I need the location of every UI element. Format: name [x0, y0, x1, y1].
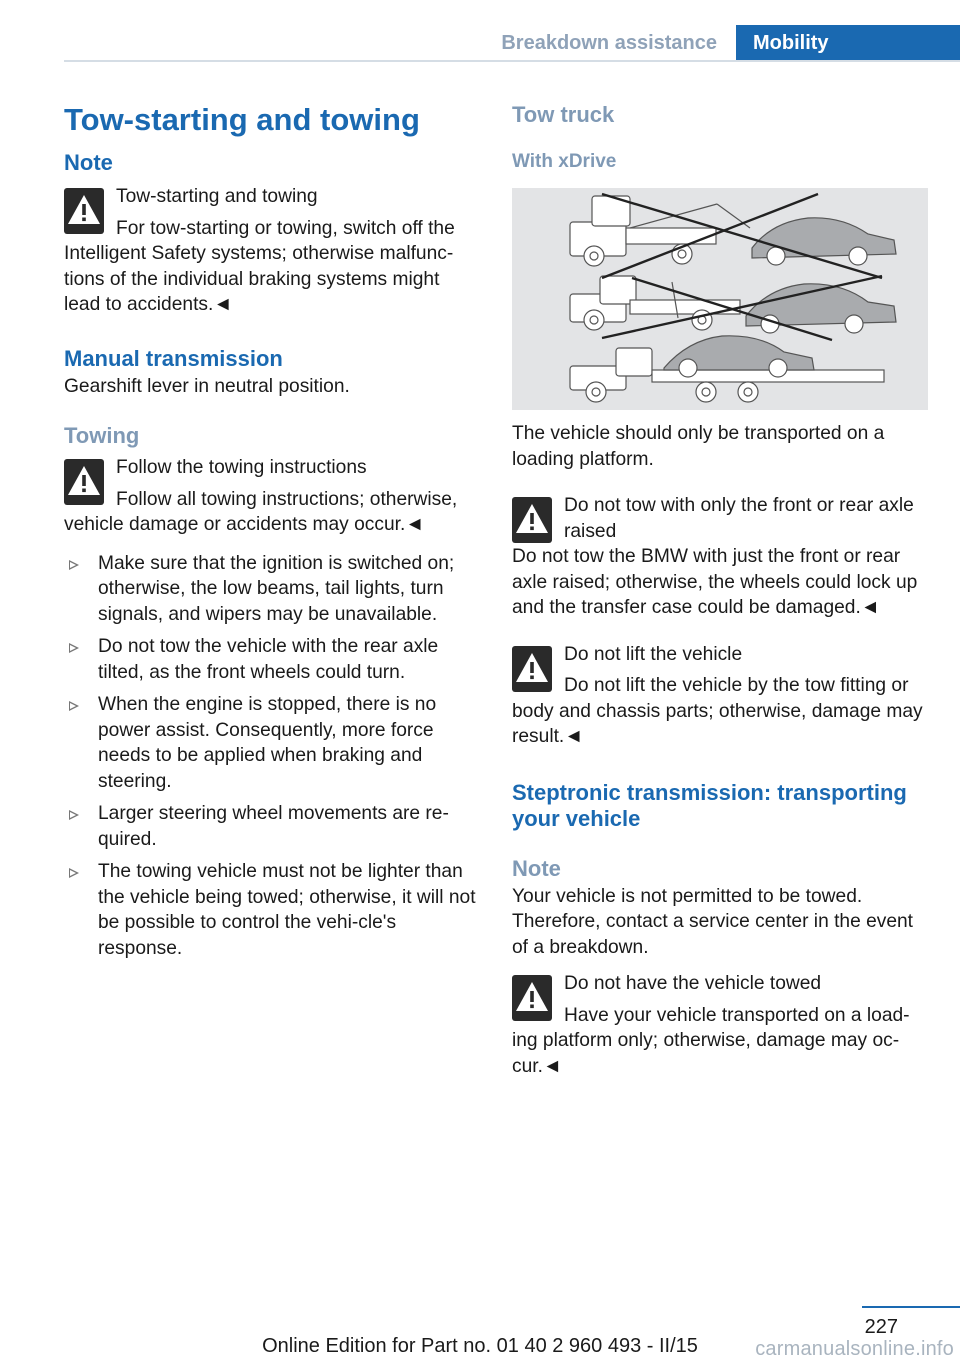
- edition-line: Online Edition for Part no. 01 40 2 960 493 - II/15: [262, 1335, 698, 1357]
- watermark: carmanualsonline.info: [755, 1338, 954, 1360]
- list-item: When the engine is stopped, there is no power assist. Consequently, more force needs to be applied when braking and steering.: [64, 692, 480, 794]
- warning-towed: [512, 971, 928, 1079]
- warning-body: Do not lift the vehicle by the tow fitting or body and chassis parts; otherwise, damage may result.◄: [512, 675, 923, 747]
- warning-icon: [512, 646, 552, 692]
- warning-icon: [512, 975, 552, 1021]
- page-title: Tow-starting and towing: [64, 102, 420, 137]
- towing-list: [64, 551, 480, 962]
- tow-truck-heading: Tow truck: [512, 102, 615, 127]
- warning-title: Do not lift the vehicle: [564, 643, 743, 665]
- warning-title: Do not have the vehicle towed: [564, 973, 822, 994]
- warning-body: Have your vehicle transported on a load‐ing platform only; otherwise, damage may oc‐cur.◄: [512, 1004, 910, 1077]
- list-item: Do not tow the vehicle with the rear axle tilted, as the front wheels could turn.: [64, 634, 480, 685]
- warning-icon: [64, 459, 104, 505]
- warning-axle: [512, 493, 928, 621]
- warning-lift: [512, 642, 928, 750]
- xdrive-heading: With xDrive: [512, 151, 617, 172]
- warning-towing: [64, 455, 480, 538]
- warning-title: Do not tow with only the front or rear axle raised: [564, 495, 914, 542]
- list-item: Make sure that the ignition is switched on; otherwise, the low beams, tail lights, turn signals, and wipers may be unavailable.: [64, 551, 480, 628]
- warning-title: Tow-starting and towing: [116, 186, 318, 207]
- left-column: [64, 98, 480, 961]
- warning-body: For tow-starting or towing, switch off the Intelligent Safety systems; otherwise malfunc‐tions of the individual braking systems might lead to accidents.◄: [64, 217, 455, 315]
- manual-transmission-text: Gearshift lever in neutral position.: [64, 375, 350, 397]
- tow-truck-illustration: [512, 188, 928, 410]
- steptronic-heading: Steptronic transmission: transporting your vehicle: [512, 779, 907, 831]
- footer-rule: [862, 1306, 960, 1308]
- manual-transmission-heading: Manual transmission: [64, 345, 283, 371]
- tow-truck-drawing: [512, 188, 928, 410]
- header-tab-chapter: Mobility: [736, 25, 960, 62]
- warning-body: Follow all towing instructions; otherwise, vehicle damage or accidents may occur.◄: [64, 488, 458, 535]
- list-item: The towing vehicle must not be lighter than the vehicle being towed; otherwise, it will not be possible to control the vehi‐cle's response.: [64, 859, 480, 961]
- header-tab-section: Breakdown assistance: [501, 32, 717, 54]
- note-text: Your vehicle is not permitted to be towed. Therefore, contact a service center in the event of a breakdown.: [512, 885, 914, 958]
- towing-heading: Towing: [64, 423, 140, 448]
- header-rule: [64, 60, 960, 62]
- platform-text: The vehicle should only be transported on a loading platform.: [512, 423, 885, 470]
- right-column: [512, 98, 928, 1079]
- note-heading: Note: [512, 855, 561, 881]
- page-number: 227: [864, 1316, 898, 1338]
- list-item: Larger steering wheel movements are re‐quired.: [64, 801, 480, 852]
- warning-title: Follow the towing instructions: [116, 457, 367, 478]
- note-heading: Note: [64, 150, 113, 175]
- warning-icon: [512, 497, 552, 543]
- warning-note: [64, 184, 480, 318]
- warning-icon: [64, 188, 104, 234]
- warning-body: Do not tow the BMW with just the front or rear axle raised; otherwise, the wheels could lock up and the transfer case could be damaged.◄: [512, 546, 918, 618]
